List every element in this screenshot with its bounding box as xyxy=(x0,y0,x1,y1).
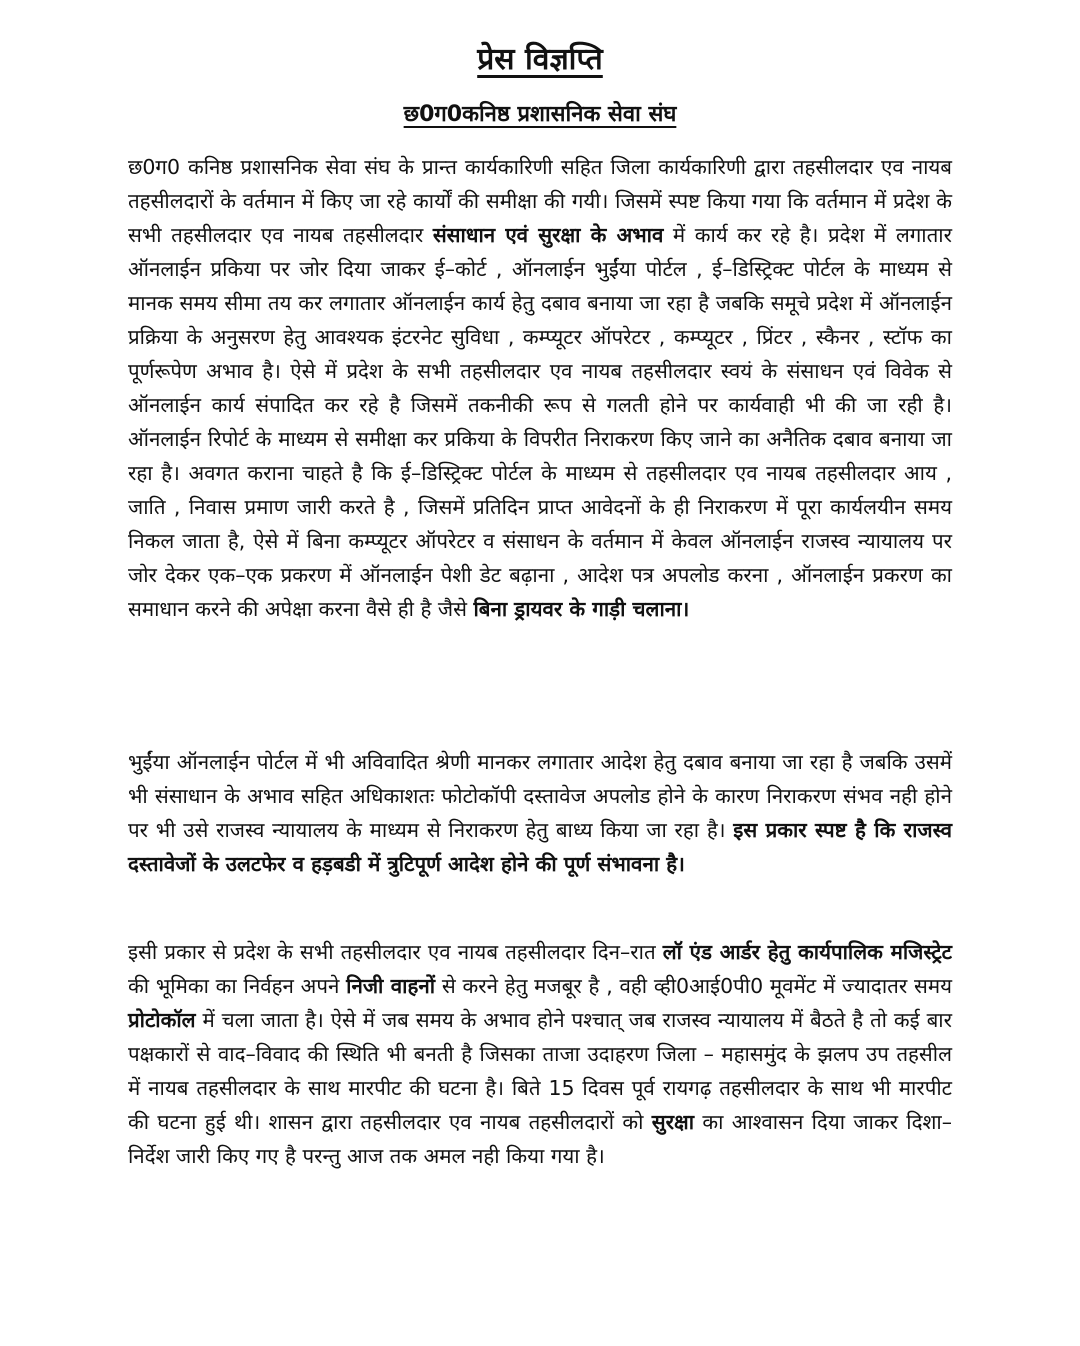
bold-phrase: संसाधान एवं सुरक्षा के अभाव xyxy=(432,223,664,247)
paragraph-text: इसी प्रकार से प्रदेश के सभी तहसीलदार एव नायब तहसीलदार दिन–रात xyxy=(128,940,663,964)
bold-phrase: सुरक्षा xyxy=(651,1110,695,1134)
paragraph-text: में कार्य कर रहे है। प्रदेश में लगातार ऑनलाईन प्रकिया पर जोर दिया जाकर ई–कोर्ट , ऑनलाईन भुईंया पोर्टल , ई–डिस्ट्रिक्ट पोर्टल के माध्यम से मानक समय सीमा तय कर लगातार ऑनलाईन कार्य हेतु दबाव बनाया जा रहा है जबकि समूचे प्रदेश में ऑनलाईन प्रक्रिया के अनुसरण हेतु आवश्यक इंटरनेट सुविधा , कम्प्यूटर ऑपरेटर , कम्प्यूटर , प्रिंटर , स्कैनर , स्टॉफ का पूर्णरूपेण अभाव है। ऐसे में प्रदेश के सभी तहसीलदार एव नायब तहसीलदार स्वयं के संसाधन एवं विवेक से ऑनलाईन कार्य संपादित कर रहे है जिसमें तकनीकी रूप से गलती होने पर कार्यवाही भी की जा रही है। ऑनलाईन रिपोर्ट के माध्यम से समीक्षा कर प्रकिया के विपरीत निराकरण किए जाने का अनैतिक दबाव बनाया जा रहा है। अवगत कराना चाहते है कि ई–डिस्ट्रिक्ट पोर्टल के माध्यम से तहसीलदार एव नायब तहसीलदार आय , जाति , निवास प्रमाण जारी करते है , जिसमें प्रतिदिन प्राप्त आवेदनों के ही निराकरण में पूरा कार्यलयीन समय निकल जाता है, ऐसे में बिना कम्प्यूटर ऑपरेटर व संसाधन के वर्तमान में केवल ऑनलाईन राजस्व न्यायालय पर जोर देकर एक–एक प्रकरण में ऑनलाईन पेशी डेट बढ़ाना , आदेश पत्र अपलोड करना , ऑनलाईन प्रकरण का समाधान करने की अपेक्षा करना वैसे ही है जैसे xyxy=(128,223,952,621)
paragraph-1 xyxy=(128,150,952,626)
bold-phrase: बिना ड्रायवर के गाड़ी चलाना। xyxy=(473,597,690,621)
bold-phrase: लॉ एंड आर्डर हेतु कार्यपालिक मजिस्ट्रेट xyxy=(662,940,952,964)
bold-phrase: निजी वाहनों xyxy=(346,974,436,998)
paragraph-2 xyxy=(128,745,952,881)
document-subtitle: छ0ग0कनिष्ठ प्रशासनिक सेवा संघ xyxy=(403,102,677,127)
bold-phrase: इस प्रकार स्पष्ट है कि राजस्व दस्तावेजों के उलटफेर व हड़बडी में त्रुटिपूर्ण आदेश होने की पूर्ण संभावना है। xyxy=(128,818,952,876)
document-title: प्रेस विज्ञप्ति xyxy=(477,42,603,77)
bold-phrase: प्रोटोकॉल xyxy=(128,1008,196,1032)
paragraph-text: में चला जाता है। ऐसे में जब समय के अभाव होने पश्चात् जब राजस्व न्यायालय में बैठते है तो कई बार पक्षकारों से वाद–विवाद की स्थिति भी बनती है जिसका ताजा उदाहरण जिला – महासमुंद के झलप उप तहसील में नायब तहसीलदार के साथ मारपीट की घटना है। बिते 15 दिवस पूर्व रायगढ़ तहसीलदार के साथ भी मारपीट की घटना हुई थी। शासन द्वारा तहसीलदार एव नायब तहसीलदारों को xyxy=(128,1008,952,1134)
paragraph-text: छ0ग0 कनिष्ठ प्रशासनिक सेवा संघ के प्रान्त कार्यकारिणी सहित जिला कार्यकारिणी द्वारा तहसीलदार एव नायब तहसीलदारों के वर्तमान में किए जा रहे कार्यों की समीक्षा की गयी। जिसमें स्पष्ट किया गया कि वर्तमान में प्रदेश के सभी तहसीलदार एव नायब तहसीलदार xyxy=(128,155,952,247)
paragraph-text: से करने हेतु मजबूर है , वही व्ही0आई0पी0 मूवमेंट में ज्यादातर समय xyxy=(435,974,953,998)
paragraph-text: का आश्वासन दिया जाकर दिशा–निर्देश जारी किए गए है परन्तु आज तक अमल नही किया गया है। xyxy=(128,1110,952,1168)
paragraph-text: की भूमिका का निर्वहन अपने xyxy=(128,974,347,998)
paragraph-text: भुईंया ऑनलाईन पोर्टल में भी अविवादित श्रेणी मानकर लगातार आदेश हेतु दबाव बनाया जा रहा है जबकि उसमें भी संसाधान के अभाव सहित अधिकाशतः फोटोकॉपी दस्तावेज अपलोड होने के कारण निराकरण संभव नही होने पर भी उसे राजस्व न्यायालय के माध्यम से निराकरण हेतु बाध्य किया जा रहा है। xyxy=(128,750,952,842)
paragraph-3 xyxy=(128,935,952,1173)
